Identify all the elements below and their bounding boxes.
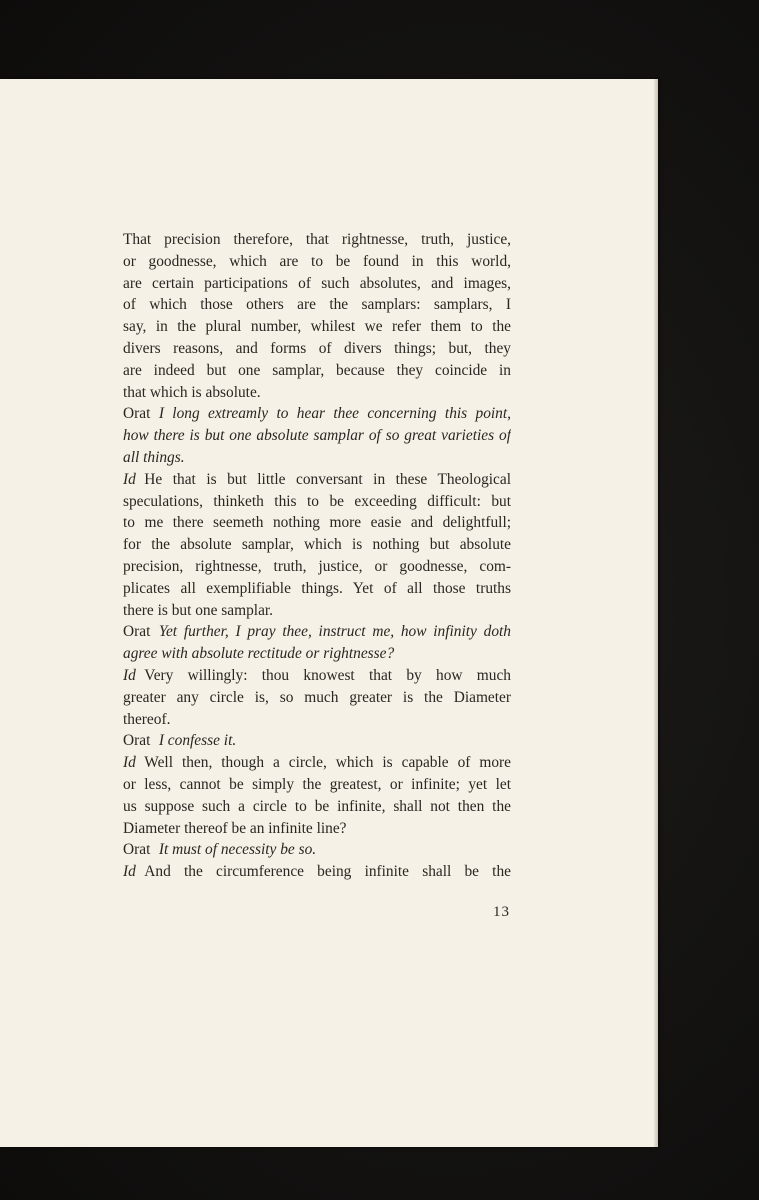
line-text: are indeed but one samplar, because they coincide in xyxy=(123,361,511,379)
text-line xyxy=(123,556,511,578)
line-text: That precision therefore, that rightnesse, truth, justice, xyxy=(123,231,511,248)
line-text: are certain participations of such absolutes, and images, xyxy=(123,274,511,292)
text-line xyxy=(123,818,511,840)
line-text: plicates all exemplifiable things. Yet of all those truths xyxy=(123,579,511,597)
line-text: And the circumference being infinite shall be the xyxy=(144,863,511,881)
text-line xyxy=(123,665,511,687)
line-text: us suppose such a circle to be infinite, shall not then the xyxy=(123,797,511,815)
text-line xyxy=(123,752,511,774)
text-line xyxy=(123,796,511,818)
line-text: or less, cannot be simply the greatest, or infinite; yet let xyxy=(123,775,511,793)
line-text: say, in the plural number, whilest we refer them to the xyxy=(123,318,511,336)
line-text: precision, rightnesse, truth, justice, or goodnesse, com- xyxy=(123,557,511,575)
line-text: thereof. xyxy=(123,710,171,728)
text-line xyxy=(123,273,511,295)
page-edge xyxy=(654,79,658,1147)
line-text: Well then, though a circle, which is capable of more xyxy=(144,754,511,772)
line-text: there is but one samplar. xyxy=(123,601,274,619)
speaker-label: Orat xyxy=(123,405,151,423)
dialogue-text xyxy=(123,229,511,883)
text-line xyxy=(123,512,511,534)
line-text-italic: agree with absolute rectitude or rightnesse? xyxy=(123,645,395,663)
text-line xyxy=(123,382,511,404)
line-text-italic: It must of necessity be so. xyxy=(158,841,317,859)
text-line xyxy=(123,621,511,643)
line-text-italic: how there is but one absolute samplar of so great varieties of xyxy=(123,427,511,445)
line-text: or goodnesse, which are to be found in this world, xyxy=(123,252,511,270)
speaker-label: Id xyxy=(123,470,136,488)
speaker-label: Orat xyxy=(123,732,151,750)
text-line xyxy=(123,294,511,316)
line-text: Very willingly: thou knowest that by how much xyxy=(144,666,511,684)
text-line xyxy=(123,534,511,556)
line-text: to me there seemeth nothing more easie and delightfull; xyxy=(123,514,511,532)
line-text: greater any circle is, so much greater is the Diameter xyxy=(123,688,511,706)
text-line xyxy=(123,447,511,469)
text-line xyxy=(123,251,511,273)
line-text-italic: I long extreamly to hear thee concerning this point, xyxy=(158,405,511,423)
text-line xyxy=(123,730,511,752)
line-text: speculations, thinketh this to be exceeding difficult: but xyxy=(123,492,511,510)
text-line xyxy=(123,839,511,861)
speaker-label: Id xyxy=(123,863,136,881)
line-text-italic: I confesse it. xyxy=(158,732,237,750)
text-line xyxy=(123,229,511,251)
text-line xyxy=(123,687,511,709)
text-line xyxy=(123,360,511,382)
text-line xyxy=(123,469,511,491)
speaker-label: Id xyxy=(123,754,136,772)
text-line xyxy=(123,643,511,665)
text-line xyxy=(123,316,511,338)
line-text: for the absolute samplar, which is nothing but absolute xyxy=(123,536,511,554)
text-line xyxy=(123,600,511,622)
line-text: divers reasons, and forms of divers things; but, they xyxy=(123,339,511,357)
text-line xyxy=(123,578,511,600)
text-line xyxy=(123,338,511,360)
line-text-italic: Yet further, I pray thee, instruct me, how infinity doth xyxy=(158,623,511,641)
page-number: 13 xyxy=(493,904,510,920)
line-text: that which is absolute. xyxy=(123,383,261,401)
text-line xyxy=(123,403,511,425)
line-text: He that is but little conversant in these Theological xyxy=(144,470,511,488)
line-text-italic: all things. xyxy=(123,448,185,466)
speaker-label: Orat xyxy=(123,623,151,641)
text-line xyxy=(123,861,511,883)
text-line xyxy=(123,425,511,447)
text-line xyxy=(123,709,511,731)
line-text: Diameter thereof be an infinite line? xyxy=(123,819,347,837)
speaker-label: Orat xyxy=(123,841,151,859)
text-line xyxy=(123,491,511,513)
line-text: of which those others are the samplars: samplars, I xyxy=(123,296,511,314)
text-line xyxy=(123,774,511,796)
speaker-label: Id xyxy=(123,666,136,684)
